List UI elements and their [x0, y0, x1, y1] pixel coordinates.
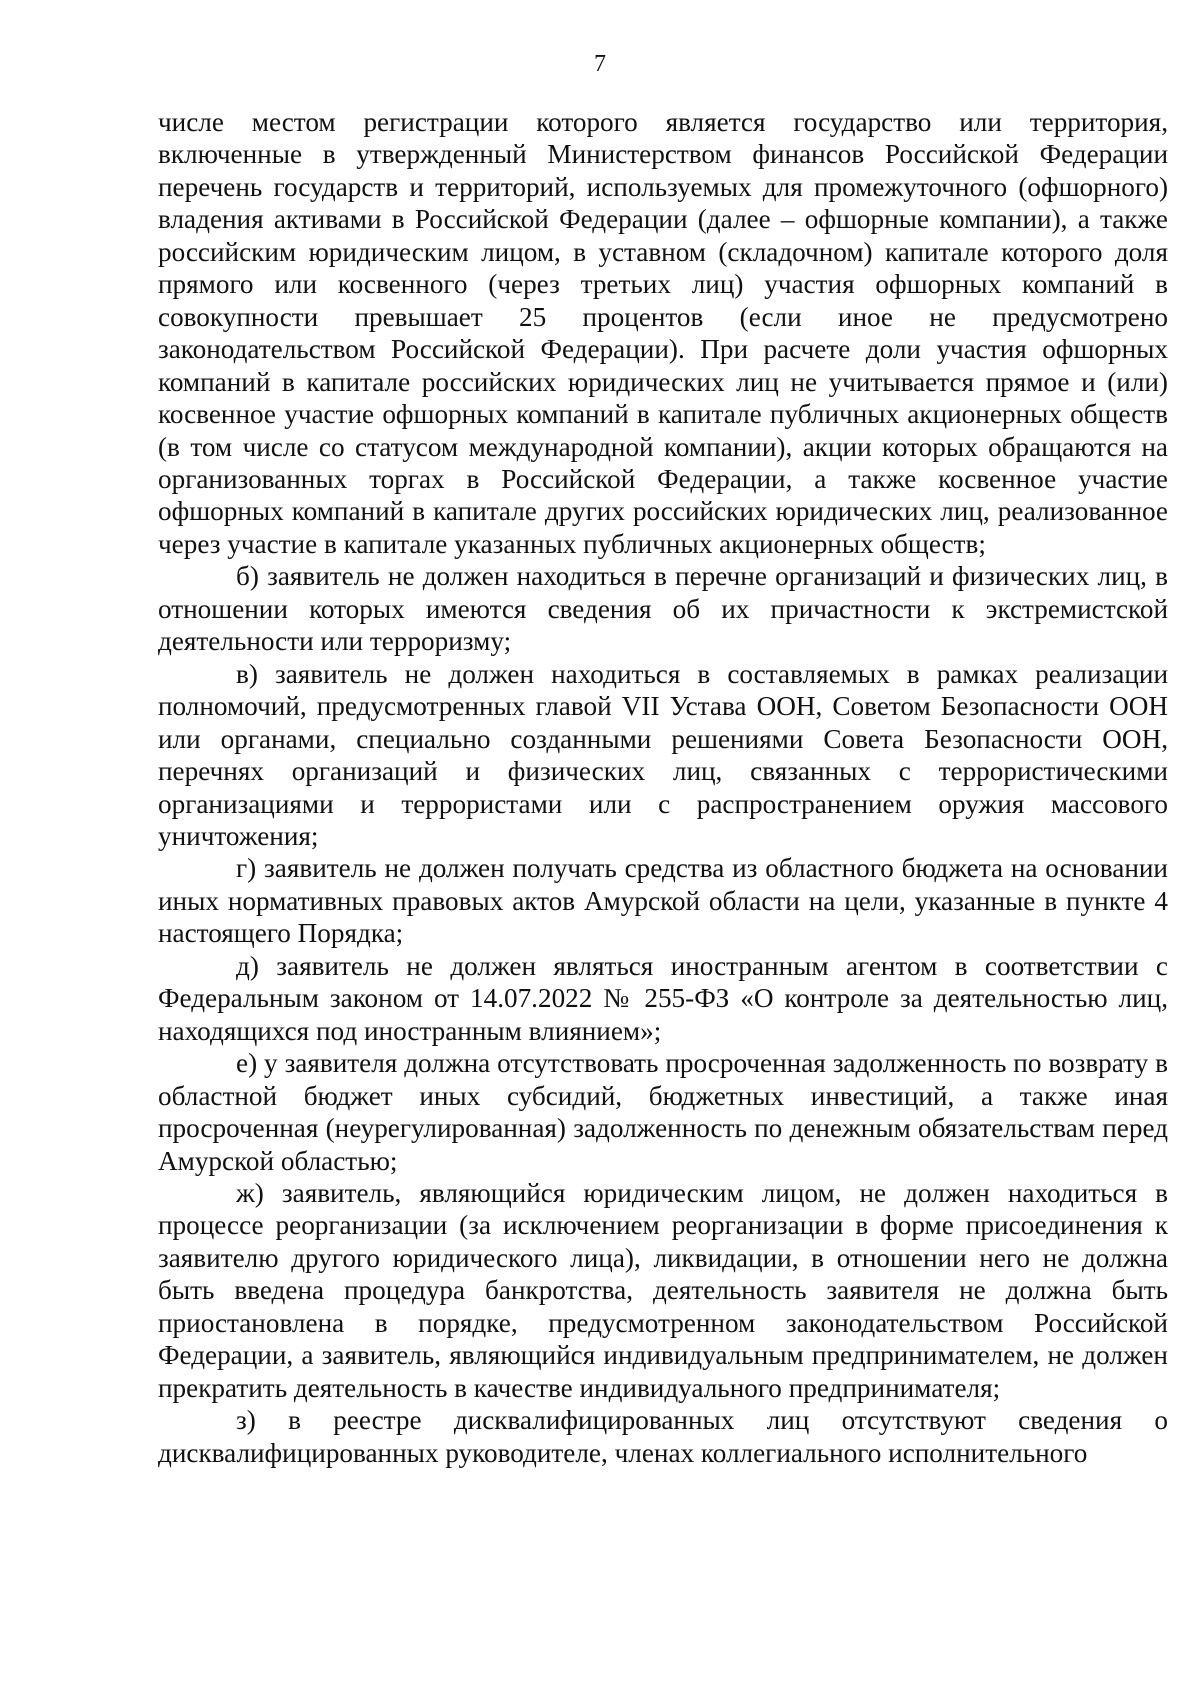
paragraph-item-z: з) в реестре дисквалифицированных лиц отсутствуют сведения о дисквалифицированных руководителе, членах коллегиального исполнительного: [158, 1405, 1168, 1468]
document-body: [158, 106, 1168, 1469]
paragraph-item-zh: ж) заявитель, являющийся юридическим лицом, не должен находиться в процессе реорганизации (за исключением реорганизации в форме присоединения к заявителю другого юридического лица), ликвидации, в отношении него не должна быть введена процедура банкротства, деятельность заявителя не должна быть приостановлена в порядке, предусмотренном законодательством Российской Федерации, а заявитель, являющийся индивидуальным предпринимателем, не должен прекратить деятельность в качестве индивидуального предпринимателя;: [158, 1177, 1168, 1403]
page-number: 7: [594, 51, 606, 77]
paragraph-continuation: числе местом регистрации которого является государство или территория, включенные в утвержденный Министерством финансов Российской Федерации перечень государств и территорий, используемых для промежуточного (офшорного) владения активами в Российской Федерации (далее – офшорные компании), а также российским юридическим лицом, в уставном (складочном) капитале которого доля прямого или косвенного (через третьих лиц) участия офшорных компаний в совокупности превышает 25 процентов (если иное не предусмотрено законодательством Российской Федерации). При расчете доли участия офшорных компаний в капитале российских юридических лиц не учитывается прямое и (или) косвенное участие офшорных компаний в капитале публичных акционерных обществ (в том числе со статусом международной компании), акции которых обращаются на организованных торгах в Российской Федерации, а также косвенное участие офшорных компаний в капитале других российских юридических лиц, реализованное через участие в капитале указанных публичных акционерных обществ;: [158, 107, 1168, 559]
paragraph-item-v: в) заявитель не должен находиться в составляемых в рамках реализации полномочий, предусмотренных главой VII Устава ООН, Советом Безопасности ООН или органами, специально созданными решениями Совета Безопасности ООН, перечнях организаций и физических лиц, связанных с террористическими организациями и террористами или с распространением оружия массового уничтожения;: [158, 658, 1168, 851]
paragraph-item-b: б) заявитель не должен находиться в перечне организаций и физических лиц, в отношении которых имеются сведения об их причастности к экстремистской деятельности или терроризму;: [158, 561, 1168, 657]
paragraph-item-d: д) заявитель не должен являться иностранным агентом в соответствии с Федеральным законом от 14.07.2022 № 255-ФЗ «О контроле за деятельностью лиц, находящихся под иностранным влиянием»;: [158, 950, 1168, 1046]
paragraph-item-e: е) у заявителя должна отсутствовать просроченная задолженность по возврату в областной бюджет иных субсидий, бюджетных инвестиций, а также иная просроченная (неурегулированная) задолженность по денежным обязательствам перед Амурской областью;: [158, 1048, 1168, 1176]
paragraph-item-g: г) заявитель не должен получать средства из областного бюджета на основании иных нормативных правовых актов Амурской области на цели, указанные в пункте 4 настоящего Порядка;: [158, 853, 1168, 949]
